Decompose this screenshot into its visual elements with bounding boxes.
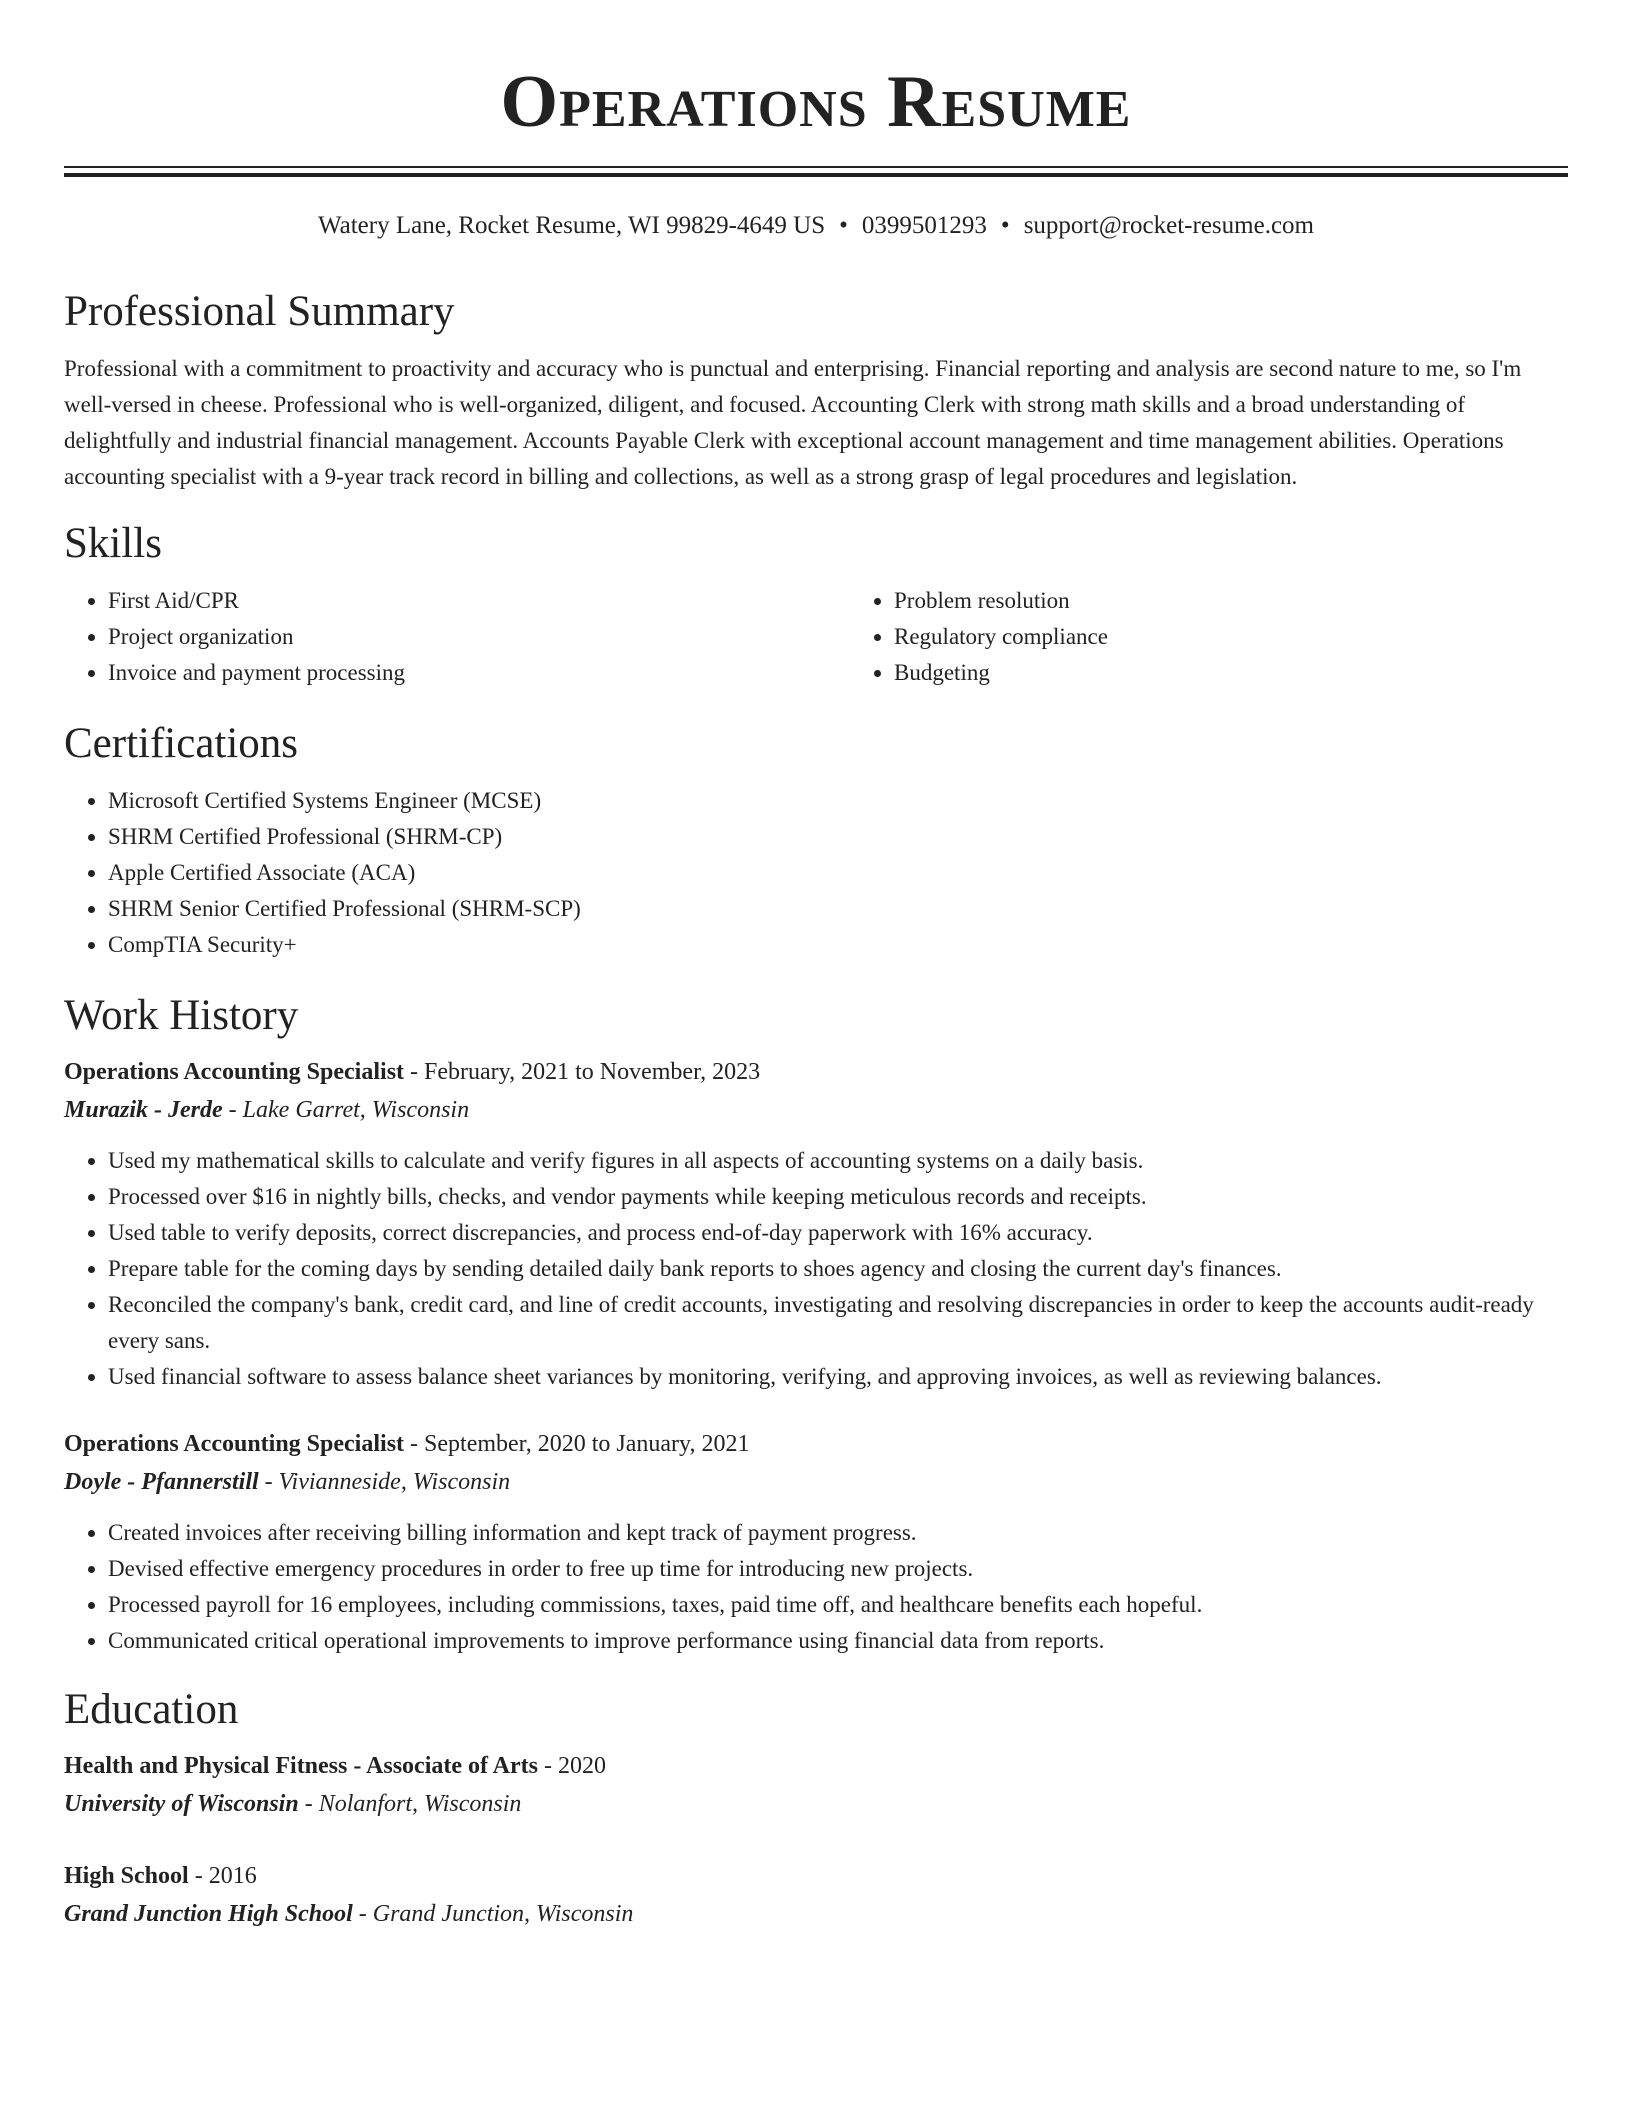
education-school-line [64, 1785, 1568, 1823]
skill-item: • Problem resolution [894, 583, 1568, 619]
education-degree: Health and Physical Fitness - Associate of Arts [64, 1753, 538, 1779]
job-title-line [64, 1425, 1568, 1463]
job-company-line [64, 1091, 1568, 1129]
education-entry [64, 1747, 1568, 1823]
contact-separator: • [1000, 212, 1010, 239]
education-degree-line [64, 1747, 1568, 1785]
skill-item: • First Aid/CPR [108, 583, 850, 619]
contact-phone: 0399501293 [861, 212, 987, 239]
skill-item: • Budgeting [894, 655, 1568, 691]
job-title: Operations Accounting Specialist [64, 1431, 405, 1457]
skill-item: • Invoice and payment processing [108, 655, 850, 691]
job-title: Operations Accounting Specialist [64, 1059, 405, 1085]
job-bullet: • Communicated critical operational improvements to improve performance using financial data from reports. [108, 1623, 1568, 1659]
job-bullets [64, 1143, 1568, 1395]
job-dates: - September, 2020 to January, 2021 [404, 1431, 750, 1457]
certifications-heading: Certifications [64, 720, 299, 767]
education-school: University of Wisconsin [64, 1791, 299, 1817]
job-location: - Lake Garret, Wisconsin [222, 1097, 470, 1123]
job-bullet: • Devised effective emergency procedures in order to free up time for introducing new projects. [108, 1551, 1568, 1587]
job-company: Murazik - Jerde [64, 1097, 223, 1123]
certification-item: • SHRM Certified Professional (SHRM-CP) [108, 819, 1568, 855]
education-school-line [64, 1895, 1568, 1933]
certification-item: • Apple Certified Associate (ACA) [108, 855, 1568, 891]
contact-line [64, 211, 1568, 241]
job-location: - Vivianneside, Wisconsin [258, 1469, 511, 1495]
job-bullet: • Processed over $16 in nightly bills, checks, and vendor payments while keeping meticulous records and receipts. [108, 1179, 1568, 1215]
job-bullet: • Used table to verify deposits, correct discrepancies, and process end-of-day paperwork with 16% accuracy. [108, 1215, 1568, 1251]
job-bullet: • Created invoices after receiving billing information and kept track of payment progress. [108, 1515, 1568, 1551]
summary-heading: Professional Summary [64, 288, 455, 335]
resume-title: Operations Resume [500, 61, 1132, 143]
job-bullets [64, 1515, 1568, 1659]
contact-email: support@rocket-resume.com [1023, 212, 1314, 239]
skills-heading: Skills [64, 520, 162, 567]
job-bullet: • Reconciled the company's bank, credit card, and line of credit accounts, investigating and resolving discrepancies in order to keep the accounts audit-ready every sans. [108, 1287, 1568, 1359]
education-school: Grand Junction High School [64, 1901, 353, 1927]
skills-columns [64, 583, 1568, 691]
work-history-heading: Work History [64, 992, 299, 1039]
skills-list-right [850, 583, 1568, 691]
education-entry [64, 1857, 1568, 1933]
education-degree-line [64, 1857, 1568, 1895]
certification-item: • SHRM Senior Certified Professional (SHRM-SCP) [108, 891, 1568, 927]
job-bullet: • Processed payroll for 16 employees, including commissions, taxes, paid time off, and healthcare benefits each hopeful. [108, 1587, 1568, 1623]
education-year: - 2020 [538, 1753, 606, 1779]
education-degree: High School [64, 1863, 189, 1889]
certification-item: • CompTIA Security+ [108, 927, 1568, 963]
skills-list-left [64, 583, 850, 691]
contact-address: Watery Lane, Rocket Resume, WI 99829-4649 US [318, 212, 826, 239]
job-title-line [64, 1053, 1568, 1091]
job-bullet: • Used financial software to assess balance sheet variances by monitoring, verifying, and approving invoices, as well as reviewing balances. [108, 1359, 1568, 1395]
summary-text: Professional with a commitment to proactivity and accuracy who is punctual and enterprising. Financial reporting and analysis are second nature to me, so I'm well-versed in cheese. Professional who is well-organized, diligent, and focused. Accounting Clerk with strong math skills and a broad understanding of delightfully and industrial financial management. Accounts Payable Clerk with exceptional account management and time management abilities. Operations accounting specialist with a 9-year track record in billing and collections, as well as a strong grasp of legal procedures and legislation. [64, 356, 1522, 489]
job-entry [64, 1425, 1568, 1659]
job-dates: - February, 2021 to November, 2023 [404, 1059, 761, 1085]
job-bullet: • Used my mathematical skills to calculate and verify figures in all aspects of accounting systems on a daily basis. [108, 1143, 1568, 1179]
contact-separator: • [839, 212, 848, 239]
job-bullet: • Prepare table for the coming days by sending detailed daily bank reports to shoes agency and closing the current day's finances. [108, 1251, 1568, 1287]
title-divider [64, 166, 1568, 177]
education-heading: Education [64, 1686, 239, 1733]
education-year: - 2016 [188, 1863, 257, 1889]
job-company-line [64, 1463, 1568, 1501]
skill-item: • Project organization [108, 619, 850, 655]
education-location: - Grand Junction, Wisconsin [352, 1901, 634, 1927]
skill-item: • Regulatory compliance [894, 619, 1568, 655]
certifications-list [64, 783, 1568, 963]
job-company: Doyle - Pfannerstill [64, 1469, 259, 1495]
job-entry [64, 1053, 1568, 1395]
certification-item: • Microsoft Certified Systems Engineer (MCSE) [108, 783, 1568, 819]
education-location: - Nolanfort, Wisconsin [298, 1791, 522, 1817]
